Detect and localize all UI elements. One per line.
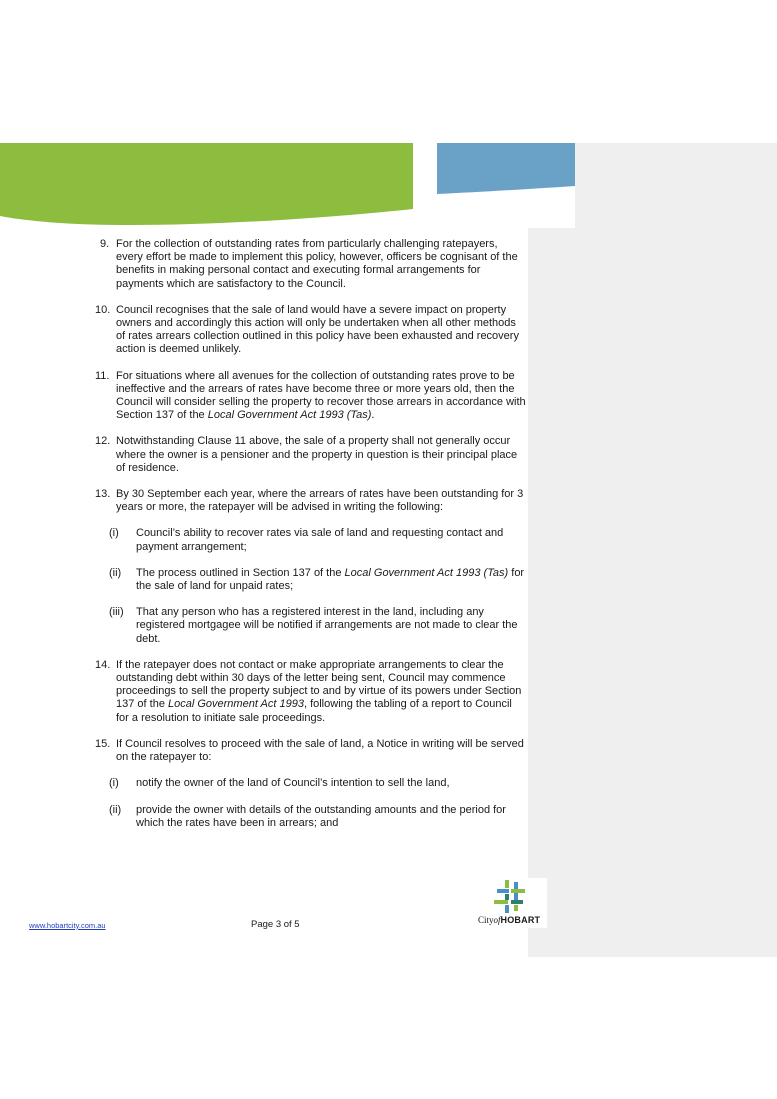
side-panel-top [575, 143, 777, 228]
clause-number: 14. [95, 658, 111, 671]
clause-number: 13. [95, 488, 111, 501]
sub-text: notify the owner of the land of Council’s intention to sell the land, [136, 777, 450, 790]
clause-number: 9. [100, 238, 110, 250]
clause-text: If the ratepayer does not contact or make appropriate arrangements to clear the outstanding debt within 30 days of the letter being sent, Council may commence proceedings to sell the property subject to and by virtue of its powers under Section 137 of the Local Government Act 1993, following the tabling of a report to Council for a resolution to initiate sale proceedings. [116, 658, 522, 724]
page-number: Page 3 of 5 [251, 919, 300, 930]
clause-text: For situations where all avenues for the collection of outstanding rates prove to be ineffective and the arrears of rates have become three or more years old, then the Council will consider selling the property to recover those arrears in accordance with Section 137 of the Local Government Act 1993 (Tas). [116, 369, 526, 422]
side-panel [528, 228, 777, 957]
clause-number: 12. [95, 435, 111, 448]
clause-11 [95, 370, 527, 423]
clause-number: 10. [95, 303, 111, 316]
logo-wordmark: CityofHOBART [478, 915, 541, 925]
act-title: Local Government Act 1993 (Tas) [344, 566, 509, 579]
clause-14 [95, 659, 527, 725]
clause-9 [95, 238, 527, 291]
clause-15-sub-i [95, 777, 527, 790]
clause-text: Notwithstanding Clause 11 above, the sale of a property shall not generally occur where the owner is a pensioner and the property in question is their principal place of residence. [116, 435, 518, 474]
clause-number: 15. [95, 737, 111, 750]
sub-text: provide the owner with details of the outstanding amounts and the period for which the rates have been in arrears; and [136, 803, 506, 829]
sub-text: That any person who has a registered interest in the land, including any registered mortgagee will be notified if arrangements are not made to clear the debt. [136, 606, 518, 645]
clause-text: Council recognises that the sale of land would have a severe impact on property owners and accordingly this action will only be undertaken when all other methods of rates arrears collection outlined in this policy have been exhausted and recovery action is deemed unlikely. [116, 303, 519, 356]
header-banner [0, 143, 575, 228]
clause-10 [95, 304, 527, 357]
clause-13-sub-iii [95, 606, 527, 646]
clause-13-sub-ii [95, 567, 527, 593]
sub-number: (i) [109, 527, 119, 540]
sub-number: (i) [109, 777, 119, 790]
clause-13-sub-i [95, 527, 527, 553]
sub-number: (iii) [109, 606, 124, 619]
sub-number: (ii) [109, 803, 122, 816]
sub-text: Council’s ability to recover rates via sale of land and requesting contact and payment arrangement; [136, 527, 504, 553]
hobart-grid-icon [494, 880, 528, 913]
act-title: Local Government Act 1993 (Tas) [207, 409, 372, 422]
sub-number: (ii) [109, 566, 122, 579]
clause-13 [95, 488, 527, 514]
clause-text: By 30 September each year, where the arrears of rates have been outstanding for 3 years or more, the ratepayer will be advised in writing the following: [116, 488, 524, 514]
act-title: Local Government Act 1993 [168, 698, 304, 711]
banner-green-wave [0, 143, 413, 225]
clause-number: 11. [95, 369, 110, 382]
city-of-hobart-logo [475, 878, 547, 928]
clause-12 [95, 435, 527, 475]
clause-text: If Council resolves to proceed with the sale of land, a Notice in writing will be served on the ratepayer to: [116, 737, 524, 764]
sub-text: The process outlined in Section 137 of the Local Government Act 1993 (Tas) for the sale of land for unpaid rates; [136, 566, 525, 593]
clause-15-sub-ii [95, 804, 527, 830]
banner-blue-block [437, 143, 575, 194]
clause-15 [95, 738, 527, 764]
clause-text: For the collection of outstanding rates from particularly challenging ratepayers, every effort be made to implement this policy, however, officers be cognisant of the benefits in making personal contact and executing formal arrangements for payments which are satisfactory to the Council. [116, 238, 518, 290]
footer-website-link[interactable]: www.hobartcity.com.au [29, 921, 106, 930]
policy-clauses [95, 238, 527, 843]
